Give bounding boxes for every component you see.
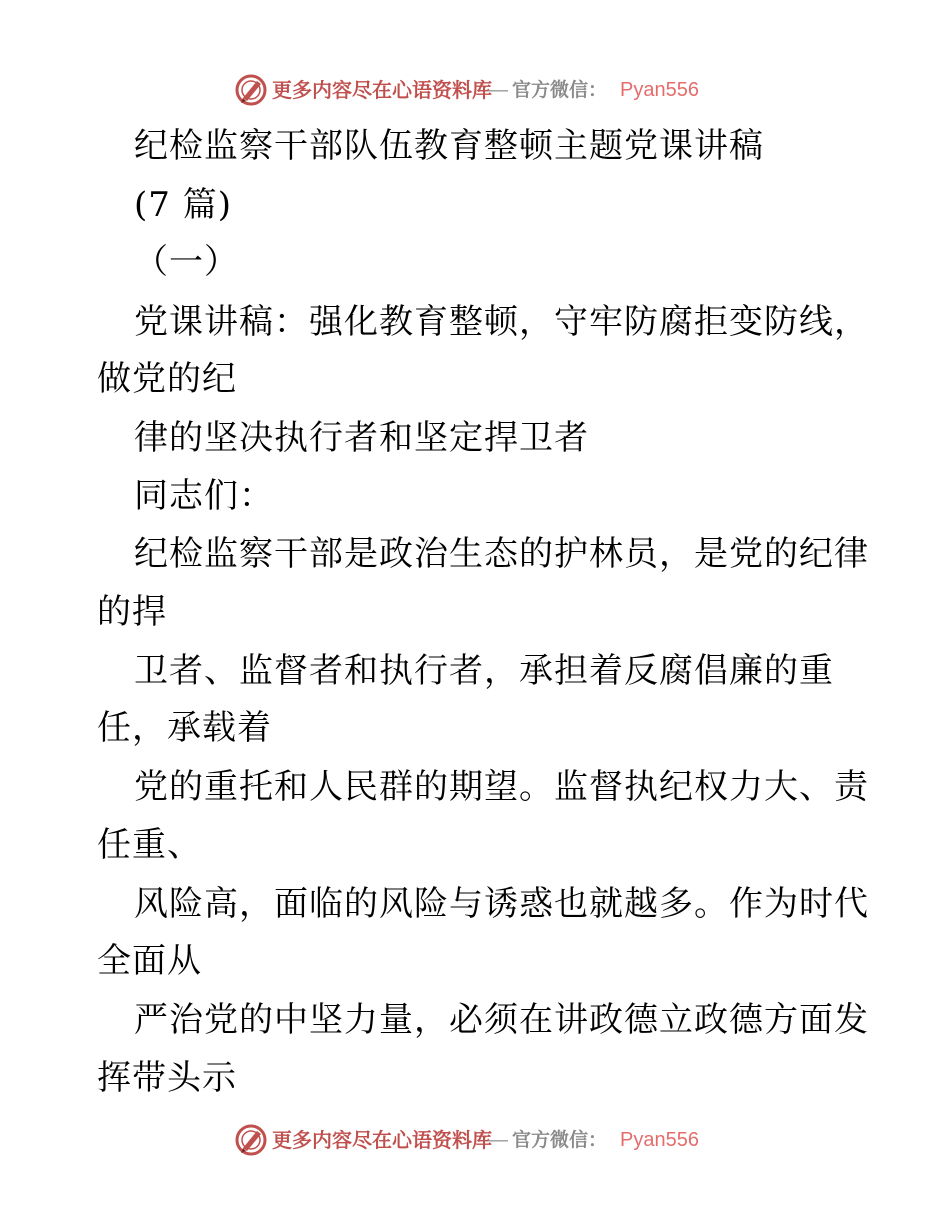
body-line: 同志们： xyxy=(134,476,274,516)
pen-circle-logo-icon xyxy=(233,1122,269,1158)
footer-banner-text: 更多内容尽在心语资料库 xyxy=(272,1128,492,1152)
header-banner xyxy=(0,70,950,110)
body-line: 风险高，面临的风险与诱惑也就越多。作为时代 xyxy=(134,884,869,924)
header-wechat-label: 官方微信： xyxy=(512,79,608,101)
footer-banner-dash: — xyxy=(488,1129,508,1151)
section-heading: （一） xyxy=(134,242,239,282)
body-line: 任，承载着 xyxy=(97,708,272,748)
body-line: 严治党的中坚力量，必须在讲政德立政德方面发 xyxy=(134,1000,869,1040)
header-wechat-id: Pyan556 xyxy=(620,79,699,101)
document-count: (7 篇) xyxy=(134,185,232,225)
header-banner-text: 更多内容尽在心语资料库 xyxy=(272,78,492,102)
body-line: 党的重托和人民群的期望。监督执纪权力大、责 xyxy=(134,767,869,807)
footer-wechat-id: Pyan556 xyxy=(620,1129,699,1151)
document-title: 纪检监察干部队伍教育整顿主题党课讲稿 xyxy=(134,126,764,166)
header-banner-dash: — xyxy=(488,79,508,101)
footer-banner xyxy=(0,1120,950,1160)
body-line: 全面从 xyxy=(97,941,202,981)
body-line: 的捍 xyxy=(97,592,167,632)
body-line: 卫者、监督者和执行者，承担着反腐倡廉的重 xyxy=(134,651,834,691)
pen-circle-logo-icon xyxy=(233,72,269,108)
body-line: 任重、 xyxy=(97,825,202,865)
body-line: 挥带头示 xyxy=(97,1058,237,1098)
body-line: 纪检监察干部是政治生态的护林员，是党的纪律 xyxy=(134,534,869,574)
body-line: 律的坚决执行者和坚定捍卫者 xyxy=(134,418,589,458)
body-line: 党课讲稿：强化教育整顿，守牢防腐拒变防线， xyxy=(134,302,869,342)
footer-wechat-label: 官方微信： xyxy=(512,1129,608,1151)
body-line: 做党的纪 xyxy=(97,359,237,399)
